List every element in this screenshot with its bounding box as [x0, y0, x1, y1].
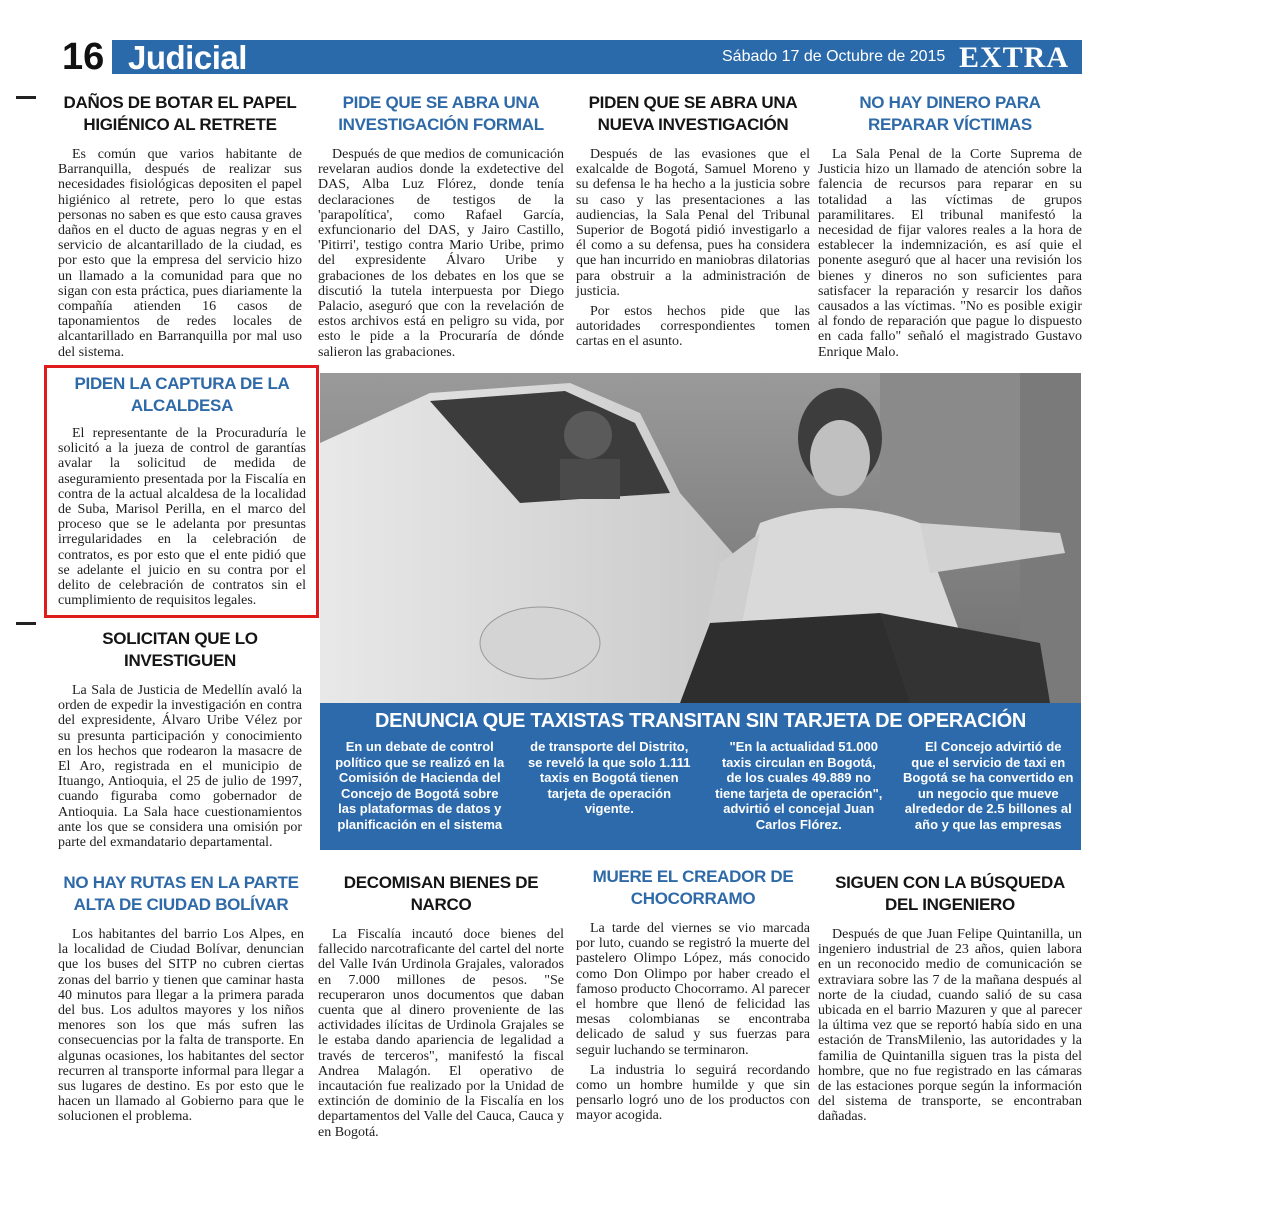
article-no-hay-dinero	[818, 92, 1082, 360]
page-number: 16	[62, 36, 112, 78]
section-title: Judicial	[128, 39, 247, 76]
issue-date: Sábado 17 de Octubre de 2015	[722, 48, 946, 65]
article-body: Después de que Juan Felipe Quintanilla, un ingeniero industrial de 23 años, quien labora en un reconocido medio de comunicación se extraviara sobre las 7 de la mañana después al norte de la ciudad, cuando salió de su casa ubicada en el barrio Mazuren y que al parecer la última vez que se reportó había sido en una estación de TransMilenio, las autoridades y la familia de Quintanilla siguen tras la pista del hombre, que no fue registrado en las cámaras de las estaciones porque según la información del sistema de transporte, se encontraban dañadas.	[818, 927, 1082, 1125]
banner-paragraph: "En la actualidad 51.000 taxis circulan en Bogotá, de los cuales 49.889 no tiene tarjeta de operación", advirtió el concejal Juan Carlos Flórez.	[715, 739, 883, 832]
article-headline: NO HAY DINERO PARA REPARAR VÍCTIMAS	[859, 93, 1041, 134]
article-headline: DAÑOS DE BOTAR EL PAPEL HIGIÉNICO AL RETRETE	[63, 93, 297, 134]
article-body: La Sala Penal de la Corte Suprema de Justicia hizo un llamado de atención sobre la falencia de recursos para reparar en su totalidad a las víctimas de grupos paramilitares. El tribunal manifestó la necesidad de fijar valores reales a la hora de establecer la indemnización, es así quie el ponente aseguró que al hacer una revisión los bienes y dineros no son suficientes para satisfacer la reparación y resarcir los daños causados a las víctimas. "No es posible exigir al fondo de reparación que pague lo dispuesto en cada fallo" señaló el magistrado Gustavo Enrique Malo.	[818, 147, 1082, 360]
article-body: Después de las evasiones que el exalcalde de Bogotá, Samuel Moreno y su defensa le ha hecho a la justicia sobre su caso y las presentaciones a las audiencias, la Sala Penal del Tribunal Superior de Bogotá pidió investigarlo a él como a su defensa, pues ha considera que han incurrido en maniobras dilatorias para obstruir a la administración de justicia.	[576, 147, 810, 299]
article-headline: PIDEN LA CAPTURA DE LA ALCALDESA	[74, 374, 290, 415]
taxi-report-banner	[320, 703, 1257, 850]
article-decomisan-bienes	[318, 872, 564, 1140]
article-body: La tarde del viernes se vio marcada por luto, cuando se registró la muerte del pastelero Olimpo López, más conocido como Don Olimpo por haber creado el famoso producto Chocorramo. Al parecer el hombre que llenó de felicidad las mesas colombianas se encontraba delicado de salud y sus fuerzas para seguir luchando se terminaron.	[576, 921, 810, 1058]
article-body: Los habitantes del barrio Los Alpes, en la localidad de Ciudad Bolívar, denuncian que los buses del SITP no cubren ciertas zonas del barrio y tienen que caminar hasta 40 minutos para llegar a la primera parada del bus. Los adultos mayores y los niños menores son los que más sufren las consecuencias por la falta de transporte. En algunas ocasiones, los habitantes del sector recurren al transporte informal para llegar a sus lugares de destino. Es por esto que le hacen un llamado al Gobierno para que le solucionen el problema.	[58, 927, 304, 1125]
newspaper-logo: EXTRA	[958, 41, 1069, 74]
article-headline: MUERE EL CREADOR DE CHOCORRAMO	[592, 867, 794, 908]
photo-illustration	[320, 373, 1081, 703]
banner-body	[334, 739, 1257, 847]
article-headline: SIGUEN CON LA BÚSQUEDA DEL INGENIERO	[835, 873, 1065, 914]
article-headline: PIDEN QUE SE ABRA UNA NUEVA INVESTIGACIÓN	[588, 93, 798, 134]
article-body: El representante de la Procuraduría le solicitó a la jueza de control de garantías avalar la solicitud de medida de aseguramiento presentada por la Fiscalía en contra de la actual alcaldesa de la localidad de Suba, Marisol Perilla, en el marco del proceso que se le adelanta por presuntas irregularidades en la celebración de contratos, es por esto que el ente pidió que se adelante el juicio en su contra por el delito de celebración de contratos sin el cumplimiento de requisitos legales.	[58, 426, 306, 609]
news-photo	[320, 373, 1081, 703]
article-body: Después de que medios de comunicación revelaran audios donde la exdetective del DAS, Alba Luz Flórez, donde tenía declaraciones de testigos de la 'parapolítica', como Rafael García, exfuncionario del DAS, y Jairo Castillo, 'Pitirri', testigo contra Mario Uribe, primo del expresidente Álvaro Uribe y grabaciones de los debates en los que se discutió la tutela interpuesta por Diego Palacio, aseguró que con la revelación de estos archivos está en peligro su vida, por esto le pide a la Procuraría de dónde salieron las grabaciones.	[318, 147, 564, 360]
article-papel-higienico	[58, 92, 302, 360]
article-no-hay-rutas	[58, 872, 304, 1125]
article-chocorramo	[576, 866, 810, 1124]
article-solicitan-investiguen	[58, 628, 302, 850]
article-busqueda-ingeniero	[818, 872, 1082, 1125]
article-body: La industria lo seguirá recordando como un hombre humilde y que sin pensarlo logró uno de los productos con mayor acogida.	[576, 1062, 810, 1124]
article-investigacion-formal	[318, 92, 564, 360]
article-headline: SOLICITAN QUE LO INVESTIGUEN	[102, 629, 258, 670]
article-body: Es común que varios habitante de Barranquilla, después de realizar sus necesidades fisiológicas depositen el papel higiénico al retrete, pero lo que estas personas no saben es que esto causa graves daños en el ducto de aguas negras y en el servicio de alcantarillado de la ciudad, es por esto que la empresa del servicio hizo un llamado a la comunidad para que no sigan con esta práctica, pues diariamente la compañía atienden 16 casos de taponamientos de redes locales de alcantarillado en Barranquilla por mal uso del sistema.	[58, 147, 302, 360]
scan-mark	[16, 96, 36, 99]
banner-paragraph: En un debate de control político que se realizó en la Comisión de Hacienda del Concejo de Bogotá sobre las plataformas de datos y planificación en el sistema de transporte del Distrito, se reveló la que solo 1.111 taxis en Bogotá tienen tarjeta de operación vigente.	[335, 739, 691, 832]
article-body: La Sala de Justicia de Medellín avaló la orden de expedir la investigación en contra del expresidente, Álvaro Uribe Vélez por su presunta participación y conocimiento en los hechos que rodearon la masacre de El Aro, registrada en el municipio de Ituango, Antioquia, el 25 de julio de 1997, cuando figuraba como gobernador de Antioquia. La Sala hace cuestionamientos ante los que se considera una omisión por parte del exmandatario departamental.	[58, 683, 302, 851]
scan-mark	[16, 622, 36, 625]
article-headline: PIDE QUE SE ABRA UNA INVESTIGACIÓN FORMAL	[338, 93, 544, 134]
article-headline: DECOMISAN BIENES DE NARCO	[343, 873, 539, 914]
banner-headline: DENUNCIA QUE TAXISTAS TRANSITAN SIN TARJETA DE OPERACIÓN	[374, 710, 1026, 732]
article-headline: NO HAY RUTAS EN LA PARTE ALTA DE CIUDAD BOLÍVAR	[63, 873, 299, 914]
article-captura-alcaldesa	[58, 373, 306, 608]
article-nueva-investigacion	[576, 92, 810, 350]
article-body: La Fiscalía incautó doce bienes del fallecido narcotraficante del cartel del norte del Valle Iván Urdinola Grajales, valorados en 7.000 millones de pesos. "Se recuperaron unos documentos que daban cuenta que al dinero proveniente de las actividades ilícitas de Urdinola Grajales se le estaba dando apariencia de legalidad a través de terceros", manifestó la fiscal Andrea Malagón. El operativo de incautación fue realizado por la Unidad de extinción de dominio de la Fiscalía en los departamentos del Valle del Cauca, Cauca y en Bogotá.	[318, 927, 564, 1140]
banner-paragraph: El Concejo advirtió de que el servicio de taxi en Bogotá se ha convertido en un negocio que mueve alrededor de 2.5 billones al año y que las empresas afiliadoras y otros intermediarios se quedan con la mayoría del dinero que mueve este sector.	[903, 739, 1257, 832]
article-body: Por estos hechos pide que las autoridades correspondientes tomen cartas en el asunto.	[576, 304, 810, 350]
